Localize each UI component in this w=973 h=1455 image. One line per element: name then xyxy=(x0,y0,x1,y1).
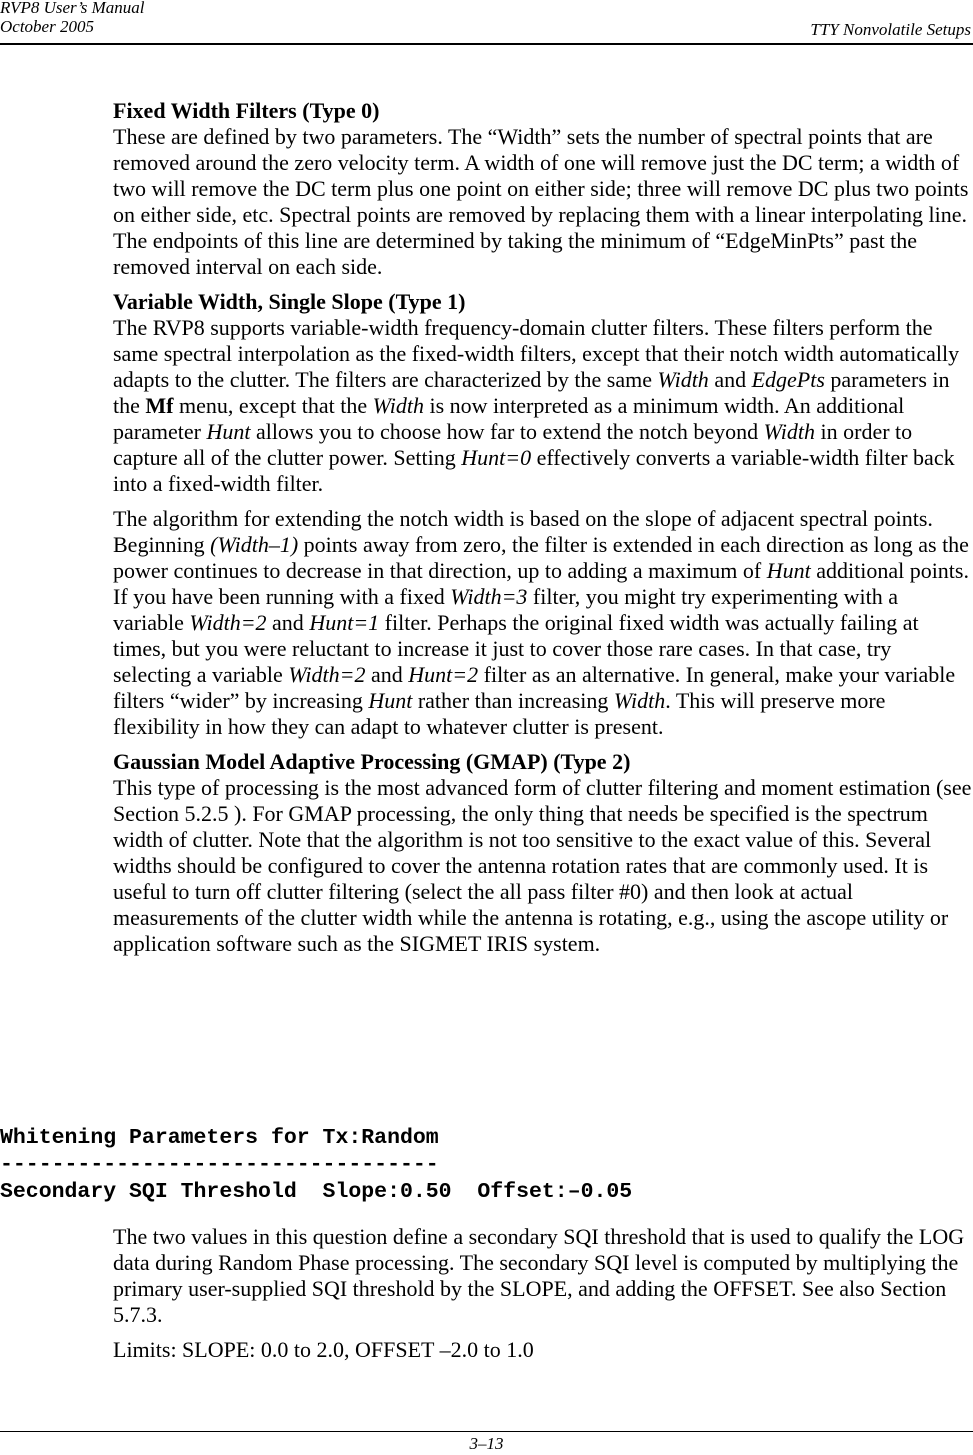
main-body xyxy=(113,98,973,966)
page-number: 3–13 xyxy=(469,1434,504,1453)
param-width-2: Width=2 xyxy=(189,610,267,635)
text-run: is now interpreted as a minimum width. An additional parameter xyxy=(113,393,905,444)
text-run: effectively converts a variable-width filter back into a fixed-width filter. xyxy=(113,445,955,496)
menu-mf: Mf xyxy=(145,393,174,418)
notch-algorithm-paragraph xyxy=(113,506,973,740)
param-width: Width xyxy=(372,393,424,418)
terminal-line-dashes: ---------------------------------- xyxy=(0,1153,439,1177)
text-run: and xyxy=(708,367,752,392)
fixed-width-heading: Fixed Width Filters (Type 0) xyxy=(113,98,380,123)
param-width: Width xyxy=(613,688,666,713)
gmap-section xyxy=(113,749,973,957)
param-width-2: Width=2 xyxy=(288,662,366,687)
manual-title: RVP8 User’s Manual xyxy=(0,0,145,17)
terminal-line-sqi: Secondary SQI Threshold Slope:0.50 Offset:–0.05 xyxy=(0,1180,633,1204)
fixed-width-text: These are defined by two parameters. The “Width” sets the number of spectral points that are removed around the zero velocity term. A width of one will remove just the DC term; a width of two will remove the DC term plus one point on either side; three will remove DC plus two points on either side, etc. Spectral points are removed by replacing them with a linear interpolating line. The endpoints of this line are determined by taking the minimum of “EdgeMinPts” past the removed interval on each side. xyxy=(113,124,969,279)
param-hunt: Hunt xyxy=(766,558,811,583)
manual-date: October 2005 xyxy=(0,17,94,36)
text-run: menu, except that the xyxy=(173,393,373,418)
param-edgepts: EdgePts xyxy=(751,367,825,392)
header-rule xyxy=(0,43,973,45)
param-hunt-zero: Hunt=0 xyxy=(461,445,532,470)
footer-rule xyxy=(0,1431,973,1432)
text-run: filter. Perhaps the original fixed width was actually failing at times, but you were reluctant to increase it just to cover those rare cases. In that case, try selecting a variable xyxy=(113,610,919,687)
sqi-limits: Limits: SLOPE: 0.0 to 2.0, OFFSET –2.0 to 1.0 xyxy=(113,1337,534,1362)
param-hunt-2: Hunt=2 xyxy=(408,662,479,687)
gmap-heading: Gaussian Model Adaptive Processing (GMAP) (Type 2) xyxy=(113,749,631,774)
sqi-paragraph: The two values in this question define a secondary SQI threshold that is used to qualify the LOG data during Random Phase processing. The secondary SQI level is computed by multiplying the primary user-supplied SQI threshold by the SLOPE, and adding the OFFSET. See also Section 5.7.3. xyxy=(113,1224,965,1327)
text-run: and xyxy=(266,610,310,635)
text-run: The algorithm for extending the notch width is based on the slope of adjacent spectral points. Beginning xyxy=(113,506,933,557)
text-run: and xyxy=(365,662,409,687)
text-run: The RVP8 supports variable-width frequency-domain clutter filters. These filters perform the same spectral interpolation as the fixed-width filters, except that their notch width automatically adapts to the clutter. The filters are characterized by the same xyxy=(113,315,960,392)
text-run: filter as an alternative. In general, make your variable filters “wider” by increasing xyxy=(113,662,956,713)
variable-width-heading: Variable Width, Single Slope (Type 1) xyxy=(113,289,466,314)
param-hunt-1: Hunt=1 xyxy=(309,610,380,635)
sqi-description xyxy=(113,1224,973,1372)
text-run: filter, you might try experimenting with a variable xyxy=(113,584,899,635)
text-run: . This will preserve more flexibility in how they can adapt to whatever clutter is present. xyxy=(113,688,886,739)
section-title: TTY Nonvolatile Setups xyxy=(810,20,971,39)
text-run: rather than increasing xyxy=(412,688,614,713)
param-hunt: Hunt xyxy=(206,419,251,444)
text-run: allows you to choose how far to extend the notch beyond xyxy=(250,419,764,444)
variable-width-section xyxy=(113,289,973,497)
param-width: Width xyxy=(763,419,815,444)
text-run: points away from zero, the filter is extended in each direction as long as the power continues to decrease in that direction, up to adding a maximum of xyxy=(113,532,969,583)
param-width-minus-one: (Width–1) xyxy=(210,532,299,557)
text-run: parameters in the xyxy=(113,367,950,418)
terminal-line-whitening: Whitening Parameters for Tx:Random xyxy=(0,1126,439,1150)
param-hunt: Hunt xyxy=(368,688,413,713)
text-run: in order to capture all of the clutter power. Setting xyxy=(113,419,913,470)
running-header-left xyxy=(0,0,145,36)
gmap-text: This type of processing is the most advanced form of clutter filtering and moment estimation (see Section 5.2.5 ). For GMAP processing, the only thing that needs be specified is the spectrum width of clutter. Note that the algorithm is not too sensitive to the exact value of this. Several widths should be configured to cover the antenna rotation rates that are commonly used. It is useful to turn off clutter filtering (select the all pass filter #0) and then look at actual measurements of the clutter width while the antenna is rotating, e.g., using the ascope utility or application software such as the SIGMET IRIS system. xyxy=(113,775,972,956)
text-run: additional points. If you have been running with a fixed xyxy=(113,558,969,609)
param-width-3: Width=3 xyxy=(450,584,528,609)
param-width: Width xyxy=(657,367,709,392)
fixed-width-section xyxy=(113,98,973,280)
